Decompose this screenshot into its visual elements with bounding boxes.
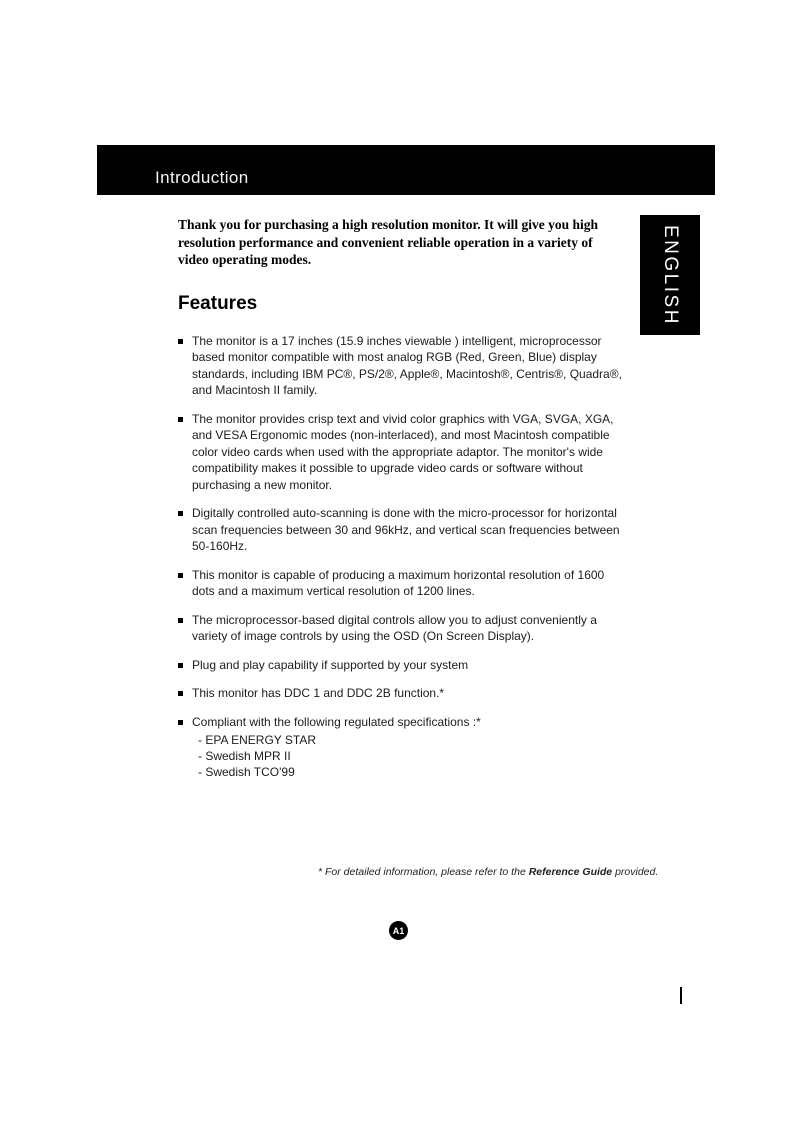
feature-text: [192, 714, 481, 781]
list-item: [178, 657, 630, 674]
footnote-emphasis: Reference Guide: [528, 866, 613, 878]
language-tab-label: ENGLISH: [660, 224, 681, 326]
square-bullet-icon: [178, 417, 183, 422]
features-list: [178, 333, 630, 781]
features-heading: Features: [178, 292, 258, 314]
footnote: [318, 866, 658, 878]
list-item: [178, 714, 630, 781]
list-item: [178, 505, 630, 555]
list-item: [178, 685, 630, 702]
feature-text: The monitor is a 17 inches (15.9 inches viewable ) intelligent, microprocessor based monitor compatible with most analog RGB (Red, Green, Blue) display standards, including IBM PC®, PS/2®, Apple®, Macintosh®, Centris®, Quadra®, and Macintosh II family.: [192, 333, 622, 397]
feature-text: The microprocessor-based digital controls allow you to adjust conveniently a variety of image controls by using the OSD (On Screen Display).: [192, 612, 597, 643]
section-header-bar: [97, 145, 715, 195]
intro-paragraph: Thank you for purchasing a high resolution monitor. It will give you high resolution performance and convenient reliable operation in a variety of video operating modes.: [178, 217, 598, 267]
compliance-subitem: - Swedish MPR II: [198, 749, 291, 763]
square-bullet-icon: [178, 691, 183, 696]
list-item: [178, 333, 630, 399]
feature-text: Plug and play capability if supported by your system: [192, 657, 469, 672]
list-item: [178, 612, 630, 645]
scan-tick-mark: [680, 987, 682, 1004]
square-bullet-icon: [178, 339, 183, 344]
square-bullet-icon: [178, 720, 183, 725]
square-bullet-icon: [178, 573, 183, 578]
feature-text: This monitor is capable of producing a maximum horizontal resolution of 1600 dots and a maximum vertical resolution of 1200 lines.: [192, 567, 605, 598]
feature-text: Digitally controlled auto-scanning is done with the micro-processor for horizontal scan frequencies between 30 and 96kHz, and vertical scan frequencies between 50-160Hz.: [192, 506, 620, 553]
feature-text-line: Compliant with the following regulated specifications :*: [192, 714, 481, 729]
footnote-suffix: provided.: [612, 866, 659, 878]
compliance-sublist: [198, 732, 481, 780]
page-title: Introduction: [155, 168, 249, 187]
square-bullet-icon: [178, 618, 183, 623]
compliance-subitem: - Swedish TCO'99: [198, 765, 295, 779]
footnote-prefix: * For detailed information, please refer to the: [318, 866, 529, 878]
page-number: A1: [392, 925, 405, 936]
feature-text: The monitor provides crisp text and vivid color graphics with VGA, SVGA, XGA, and VESA Ergonomic modes (non-interlaced), and most Macintosh compatible color video cards when used with the appropriate adaptor. The monitor's wide compatibility makes it possible to upgrade video cards or software without purchasing a new monitor.: [192, 411, 614, 492]
language-tab: [640, 215, 700, 335]
page-number-badge: [389, 921, 408, 940]
content-column: [178, 216, 630, 792]
list-item: [178, 567, 630, 600]
square-bullet-icon: [178, 663, 183, 668]
square-bullet-icon: [178, 511, 183, 516]
compliance-subitem: - EPA ENERGY STAR: [198, 733, 317, 747]
feature-text: This monitor has DDC 1 and DDC 2B function.*: [192, 686, 445, 700]
list-item: [178, 411, 630, 494]
